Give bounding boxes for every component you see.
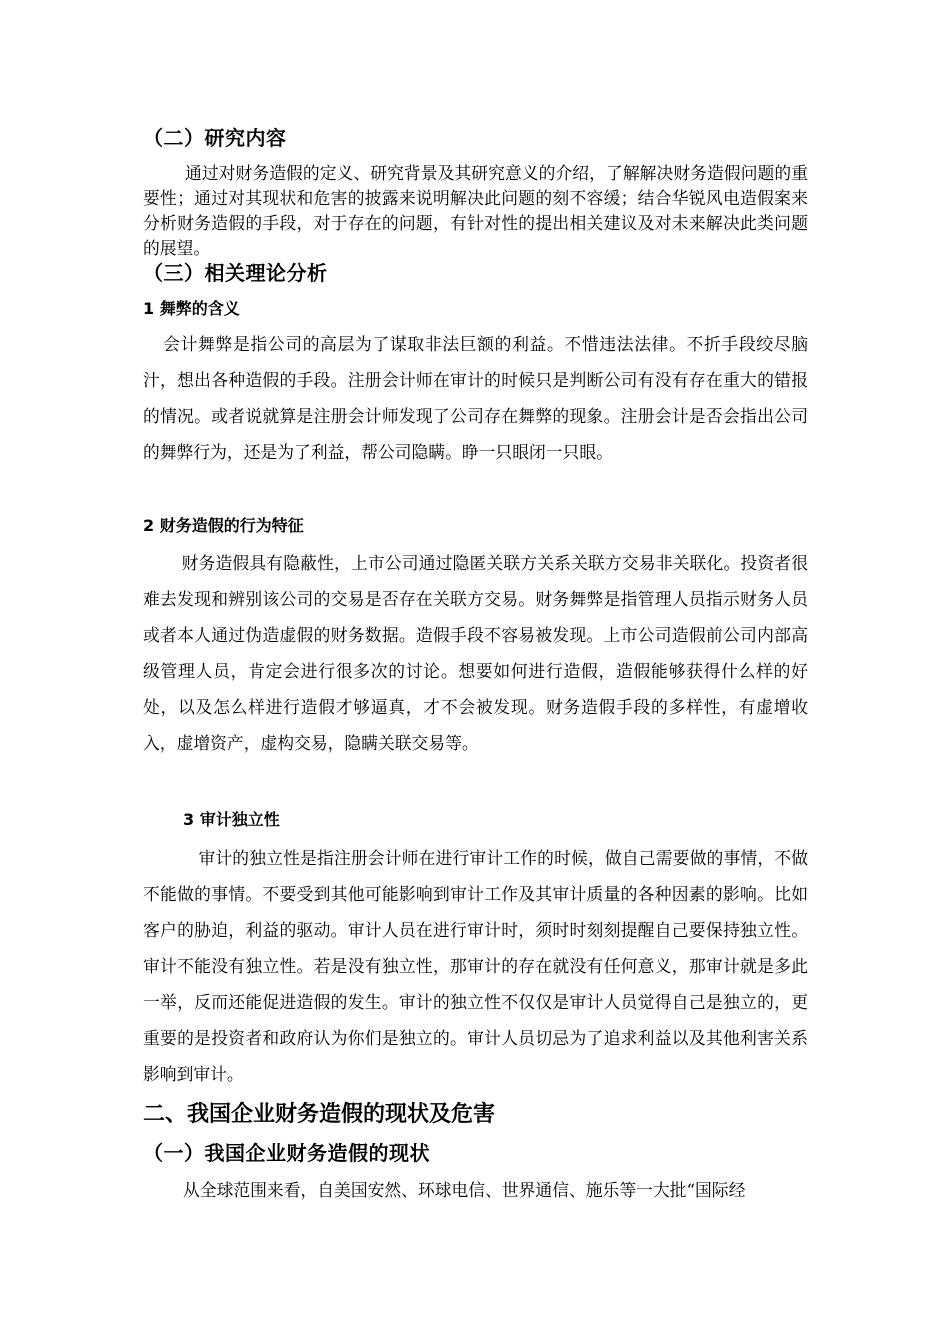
fraud-characteristics-paragraph: 财务造假具有隐蔽性，上市公司通过隐匿关联方关系关联方交易非关联化。投资者很难去发现和辨别该公司的交易是否存在关联方交易。财务舞弊是指管理人员指示财务人员或者本人通过伪造虚假的财务数据。造假手段不容易被发现。上市公司造假前公司内部高级管理人员，肯定会进行很多次的讨论。想要如何进行造假，造假能够获得什么样的好处，以及怎么样进行造假才够逼真，才不会被发现。财务造假手段的多样性，有虚增收入，虚增资产，虚构交易，隐瞒关联交易等。 <box>143 553 808 753</box>
section-heading-theory-analysis: （三）相关理论分析 <box>143 261 328 285</box>
subheading-audit-independence: 3 审计独立性 <box>183 810 280 829</box>
chapter-heading-status-and-harm: 二、我国企业财务造假的现状及危害 <box>143 1102 496 1127</box>
subheading-fraud-characteristics: 2 财务造假的行为特征 <box>143 516 304 535</box>
audit-independence-paragraph: 审计的独立性是指注册会计师在进行审计工作的时候，做自己需要做的事情，不做不能做的事情。不要受到其他可能影响到审计工作及其审计质量的各种因素的影响。比如客户的胁迫，利益的驱动。审计人员在进行审计时，须时时刻刻提醒自己要保持独立性。审计不能没有独立性。若是没有独立性，那审计的存在就没有任何意义，那审计就是多此一举，反而还能促进造假的发生。审计的独立性不仅仅是审计人员觉得自己是独立的，更重要的是投资者和政府认为你们是独立的。审计人员切忌为了追求利益以及其他利害关系影响到审计。 <box>143 848 808 1084</box>
section-heading-current-status: （一）我国企业财务造假的现状 <box>143 1141 430 1165</box>
subheading-fraud-meaning: 1 舞弊的含义 <box>143 299 240 318</box>
fraud-meaning-paragraph: 会计舞弊是指公司的高层为了谋取非法巨额的利益。不惜违法法律。不折手段绞尽脑汁，想出各种造假的手段。注册会计师在审计的时候只是判断公司有没有存在重大的错报的情况。或者说就算是注册会计师发现了公司存在舞弊的现象。注册会计是否会指出公司的舞弊行为，还是为了利益，帮公司隐瞒。睁一只眼闭一只眼。 <box>143 334 808 462</box>
section-heading-research-content: （二）研究内容 <box>143 126 287 150</box>
research-content-paragraph: 通过对财务造假的定义、研究背景及其研究意义的介绍，了解解决财务造假问题的重要性；通过对其现状和危害的披露来说明解决此问题的刻不容缓；结合华锐风电造假案来分析财务造假的手段，对于存在的问题，有针对性的提出相关建议及对未来解决此类问题的展望。 <box>143 163 808 258</box>
current-status-paragraph: 从全球范围来看，自美国安然、环球电信、世界通信、施乐等一大批“国际经 <box>183 1180 746 1200</box>
